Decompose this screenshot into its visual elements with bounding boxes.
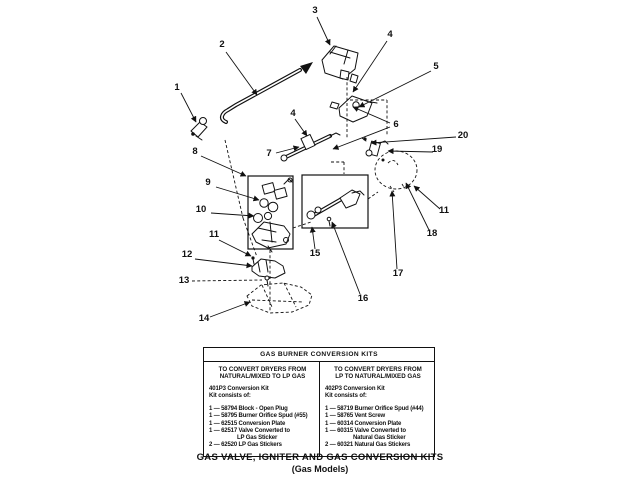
callout-18: 18 — [426, 228, 438, 239]
callout-1: 1 — [174, 82, 180, 93]
callout-10: 10 — [195, 204, 207, 215]
callout-11: 11 — [438, 205, 450, 216]
kit-items — [325, 406, 431, 450]
caption-title: GAS VALVE, IGNITER AND GAS CONVERSION KITS — [196, 452, 444, 463]
kit-item-line: 2 — 60321 Natural Gas Stickers — [325, 442, 411, 449]
conversion-kits-table — [203, 347, 435, 457]
igniter-assembly-part-7 — [281, 133, 340, 161]
leader-line — [219, 240, 251, 256]
kit-item-line: 2 — 62520 LP Gas Stickers — [209, 442, 282, 449]
leader-line — [201, 156, 246, 176]
pipe-fitting-part-1 — [191, 118, 207, 141]
igniter-and-bracket-parts-19-20 — [362, 137, 388, 156]
burner-housing-phantom — [375, 151, 417, 192]
kit-item-line: 1 — 58794 Block - Open Plug — [209, 406, 288, 412]
column-heading — [325, 366, 431, 380]
thermostat-part — [330, 96, 377, 122]
leader-line — [226, 52, 257, 95]
kit-intro: Kit consists of: — [209, 393, 251, 399]
column-heading-line: TO CONVERT DRYERS FROM — [334, 366, 422, 373]
callout-5: 5 — [433, 61, 439, 72]
dashed-guide-line — [225, 140, 243, 218]
callout-6: 6 — [393, 119, 399, 130]
diagram-caption — [0, 452, 640, 474]
callout-11: 11 — [208, 229, 220, 240]
valve-grommets-part-10 — [254, 199, 278, 223]
kit-item-line: 1 — 58765 Vent Screw — [325, 413, 386, 420]
kit-item-line: 1 — 58795 Burner Orifice Spud (#55) — [209, 413, 308, 420]
kit-item-line: 1 — 62517 Valve Converted to — [209, 427, 290, 434]
dashed-guide-line — [192, 280, 262, 281]
base-pan-part-14 — [247, 283, 312, 313]
callout-4: 4 — [387, 29, 393, 40]
column-heading-line: TO CONVERT DRYERS FROM — [218, 366, 307, 373]
kit-item-line: LP Gas Sticker — [237, 435, 278, 442]
gas-valve-body — [252, 222, 290, 252]
dashed-guide-line — [368, 192, 378, 199]
callout-13: 13 — [178, 275, 190, 286]
leader-line — [312, 227, 315, 249]
callout-2: 2 — [219, 39, 225, 50]
mounting-bracket-assembly-part-3 — [322, 46, 358, 83]
leader-line — [317, 17, 330, 45]
callout-19: 19 — [431, 144, 443, 155]
leader-line — [353, 41, 387, 92]
leader-line — [332, 222, 360, 294]
kit-item-line: 1 — 60314 Conversion Plate — [325, 420, 402, 427]
callout-15: 15 — [309, 248, 321, 259]
leader-line — [295, 119, 307, 136]
kit-column-natural — [319, 362, 434, 456]
kit-item-line: 1 — 60315 Valve Converted to — [325, 427, 406, 434]
kit-items — [209, 406, 316, 450]
table-title: GAS BURNER CONVERSION KITS — [204, 348, 434, 362]
leader-line — [406, 183, 429, 230]
callout-4: 4 — [290, 108, 296, 119]
caption-subtitle: (Gas Models) — [291, 464, 349, 474]
kit-item-line: 1 — 58719 Burner Orifice Spud (#44) — [325, 406, 424, 412]
callout-9: 9 — [205, 177, 211, 188]
screw-part-11 — [251, 256, 254, 264]
leader-line — [388, 151, 433, 152]
kit-item-line: 1 — 62515 Conversion Plate — [209, 420, 286, 427]
callout-7: 7 — [266, 148, 272, 159]
leader-line — [371, 137, 456, 143]
leader-line — [392, 191, 397, 269]
leader-line — [414, 186, 440, 209]
leader-line — [181, 93, 196, 122]
callout-3: 3 — [312, 5, 318, 16]
table-columns — [204, 362, 434, 456]
kit-name: 402P3 Conversion Kit — [325, 386, 385, 392]
column-heading-line: NATURAL/MIXED TO LP GAS — [219, 373, 306, 380]
callout-12: 12 — [181, 249, 193, 260]
leader-line — [216, 187, 259, 200]
kit-item-line: Natural Gas Sticker — [353, 435, 406, 442]
valve-mounting-bracket-part-12 — [252, 259, 285, 278]
kit-name: 401P3 Conversion Kit — [209, 386, 269, 392]
leader-line — [333, 127, 390, 149]
burner-assembly-parts-15-16 — [307, 190, 364, 226]
callout-17: 17 — [392, 268, 404, 279]
callout-8: 8 — [192, 146, 198, 157]
kit-column-lp — [204, 362, 319, 456]
callout-16: 16 — [357, 293, 369, 304]
callout-20: 20 — [457, 130, 469, 141]
callout-numbers — [174, 5, 468, 324]
kit-intro: Kit consists of: — [325, 393, 367, 399]
column-heading — [209, 366, 316, 380]
gas-supply-pipe-part-2 — [222, 62, 313, 122]
solenoid-coils-part-9 — [262, 178, 292, 199]
leader-lines — [178, 17, 456, 317]
leader-line — [359, 71, 431, 107]
leader-line — [210, 302, 250, 317]
leader-line — [195, 259, 252, 266]
column-heading-line: LP TO NATURAL/MIXED GAS — [335, 373, 421, 380]
callout-14: 14 — [198, 313, 210, 324]
